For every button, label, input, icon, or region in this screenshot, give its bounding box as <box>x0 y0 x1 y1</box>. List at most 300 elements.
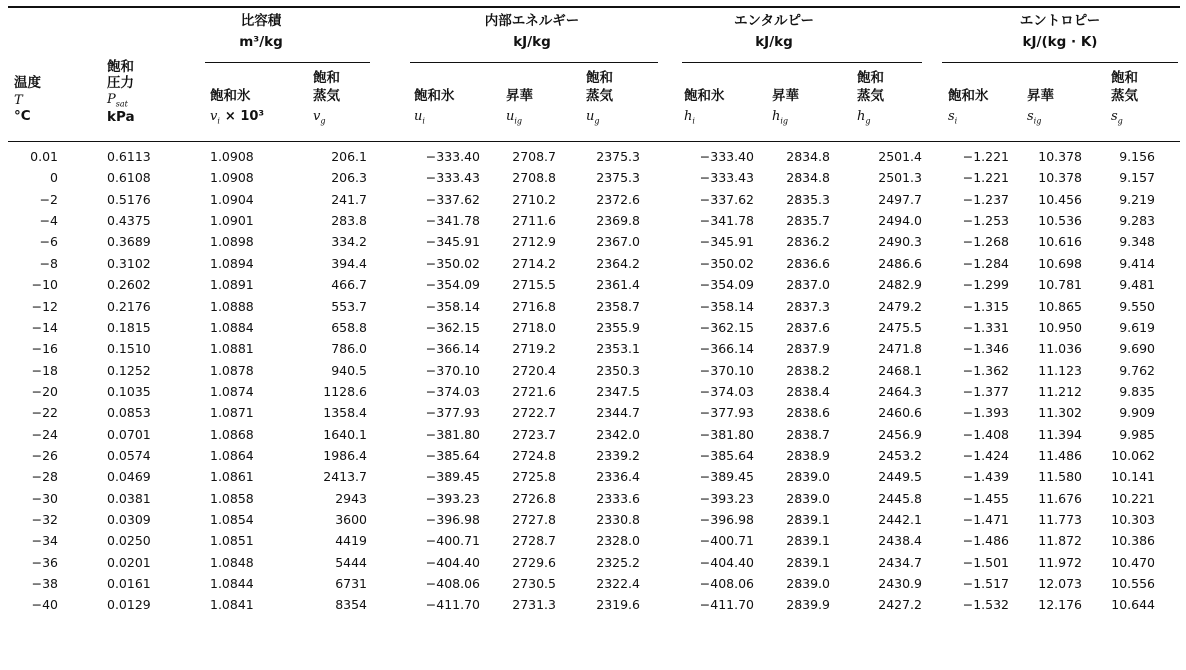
column-header-unit: kPa <box>107 109 135 125</box>
table-cell: 2943 <box>335 490 367 506</box>
table-cell: −28 <box>31 469 58 485</box>
table-cell: 1.0851 <box>210 533 254 549</box>
table-cell: 2839.1 <box>786 554 830 570</box>
table-cell: 10.698 <box>1038 255 1082 271</box>
column-header-subscript: ig <box>514 116 523 126</box>
table-cell: −20 <box>31 383 58 399</box>
table-cell: 0.01 <box>30 149 58 164</box>
column-header-symbol: $u_i$ <box>414 109 425 126</box>
table-cell: 2342.0 <box>596 426 640 442</box>
table-cell: 2839.1 <box>786 533 830 549</box>
table-cell: 2336.4 <box>596 469 640 485</box>
table-cell: 2839.0 <box>786 490 830 506</box>
column-header-label: 蒸気 <box>1111 88 1138 104</box>
table-cell: 241.7 <box>331 191 367 207</box>
table-cell: 9.481 <box>1119 277 1155 293</box>
table-cell: 1.0908 <box>210 149 254 164</box>
table-cell: 2375.3 <box>596 170 640 186</box>
column-header-subscript: g <box>320 116 326 126</box>
table-cell: 10.865 <box>1038 298 1082 314</box>
table-cell: 2471.8 <box>878 341 922 357</box>
column-header-subscript: i <box>217 116 220 126</box>
table-cell: 0.0574 <box>107 447 151 463</box>
table-cell: 2838.4 <box>786 383 830 399</box>
table-cell: 2731.3 <box>512 597 556 613</box>
column-header-subscript: i <box>422 116 425 126</box>
column-header-label: 飽和氷 <box>948 88 989 104</box>
table-cell: −345.91 <box>425 234 480 250</box>
table-cell: 2413.7 <box>323 469 367 485</box>
table-cell: 1.0871 <box>210 405 254 421</box>
table-cell: 0.0853 <box>107 405 151 421</box>
table-cell: 6731 <box>335 576 367 591</box>
table-cell: 2468.1 <box>878 362 922 378</box>
table-cell: −1.393 <box>962 405 1009 421</box>
table-cell: 334.2 <box>331 234 367 250</box>
group-header-unit: kJ/kg <box>513 34 551 50</box>
table-cell: −24 <box>31 426 58 442</box>
column-header-multiplier: × 10³ <box>224 109 265 124</box>
table-cell: 3600 <box>335 512 367 527</box>
table-cell: −377.93 <box>699 405 754 421</box>
table-cell: 1986.4 <box>323 447 367 463</box>
group-underline-enthalpy <box>682 62 922 63</box>
column-header-label: 蒸気 <box>313 88 340 104</box>
table-cell: 11.036 <box>1038 341 1082 357</box>
table-cell: 2728.7 <box>512 533 556 549</box>
table-cell: 2501.4 <box>878 149 922 164</box>
table-cell: 658.8 <box>331 319 367 335</box>
table-cell: 2839.1 <box>786 512 830 527</box>
table-cell: −393.23 <box>699 490 754 506</box>
table-cell: 2708.8 <box>512 170 556 186</box>
table-cell: 0.0250 <box>107 533 151 549</box>
group-underline-entropy <box>942 62 1178 63</box>
table-cell: 1.0904 <box>210 191 254 207</box>
table-cell: −14 <box>31 319 58 335</box>
table-cell: −6 <box>39 234 58 250</box>
table-cell: 0 <box>50 170 58 186</box>
table-cell: −341.78 <box>699 213 754 229</box>
table-cell: −370.10 <box>425 362 480 378</box>
column-header-symbol: $v_i \times 10^3$ <box>210 109 265 126</box>
table-cell: 10.221 <box>1111 490 1155 506</box>
table-cell: −366.14 <box>699 341 754 357</box>
table-cell: −1.501 <box>962 554 1009 570</box>
table-cell: 1.0908 <box>210 170 254 186</box>
table-cell: −389.45 <box>425 469 480 485</box>
table-cell: 10.303 <box>1111 512 1155 527</box>
table-cell: 2330.8 <box>596 512 640 527</box>
table-cell: 2708.7 <box>512 149 556 164</box>
group-header-title: エンタルピー <box>734 13 814 29</box>
table-cell: 12.073 <box>1038 576 1082 591</box>
table-cell: 2837.0 <box>786 277 830 293</box>
table-cell: 9.414 <box>1119 255 1155 271</box>
table-cell: 2839.0 <box>786 576 830 591</box>
table-cell: 2475.5 <box>878 319 922 335</box>
table-cell: 10.062 <box>1111 447 1155 463</box>
table-cell: 11.676 <box>1038 490 1082 506</box>
table-cell: 2361.4 <box>596 277 640 293</box>
table-cell: −381.80 <box>425 426 480 442</box>
table-cell: 2319.6 <box>596 597 640 613</box>
table-cell: 2438.4 <box>878 533 922 549</box>
table-cell: −400.71 <box>425 533 480 549</box>
table-cell: 1.0854 <box>210 512 254 527</box>
table-cell: −30 <box>31 490 58 506</box>
table-cell: −354.09 <box>699 277 754 293</box>
table-cell: 0.1510 <box>107 341 151 357</box>
table-cell: 2347.5 <box>596 383 640 399</box>
table-cell: 1.0898 <box>210 234 254 250</box>
table-cell: 2726.8 <box>512 490 556 506</box>
table-cell: 1.0868 <box>210 426 254 442</box>
column-header-label: 昇華 <box>506 88 533 104</box>
column-header-subscript: ig <box>1033 116 1042 126</box>
table-cell: −370.10 <box>699 362 754 378</box>
table-cell: 394.4 <box>331 255 367 271</box>
table-cell: 9.619 <box>1119 319 1155 335</box>
table-cell: 2353.1 <box>596 341 640 357</box>
table-cell: 1.0884 <box>210 319 254 335</box>
table-cell: 2710.2 <box>512 191 556 207</box>
table-cell: 1.0901 <box>210 213 254 229</box>
table-cell: −1.237 <box>962 191 1009 207</box>
table-cell: 2367.0 <box>596 234 640 250</box>
group-header-title: 比容積 <box>240 13 282 29</box>
table-cell: −400.71 <box>699 533 754 549</box>
table-cell: 0.0381 <box>107 490 151 506</box>
table-cell: 2434.7 <box>878 554 922 570</box>
column-header-symbol: $u_{ig}$ <box>506 109 523 126</box>
table-cell: 2350.3 <box>596 362 640 378</box>
table-cell: −2 <box>39 191 58 207</box>
table-cell: 8354 <box>335 597 367 613</box>
table-cell: 2839.0 <box>786 469 830 485</box>
table-cell: 2834.8 <box>786 170 830 186</box>
group-header-title: エントロピー <box>1019 13 1101 29</box>
table-cell: −1.362 <box>962 362 1009 378</box>
table-cell: 9.348 <box>1119 234 1155 250</box>
table-cell: −408.06 <box>699 576 754 591</box>
table-cell: 11.972 <box>1038 554 1082 570</box>
table-cell: −26 <box>31 447 58 463</box>
table-cell: 11.580 <box>1038 469 1082 485</box>
table-cell: −1.486 <box>962 533 1009 549</box>
column-header-symbol: T <box>14 93 23 108</box>
table-cell: −374.03 <box>425 383 480 399</box>
column-header-subscript: ig <box>780 116 789 126</box>
table-cell: 1.0874 <box>210 383 254 399</box>
table-cell: 2722.7 <box>512 405 556 421</box>
table-cell: −1.532 <box>962 597 1009 613</box>
table-cell: −396.98 <box>425 512 480 527</box>
table-cell: −333.40 <box>699 149 754 164</box>
column-header-unit: °C <box>14 108 31 124</box>
table-cell: −1.299 <box>962 277 1009 293</box>
table-cell: 11.773 <box>1038 512 1082 527</box>
table-cell: 0.0201 <box>107 554 151 570</box>
table-cell: 9.157 <box>1119 170 1155 186</box>
group-header-unit: m³/kg <box>239 34 283 50</box>
table-cell: 0.3689 <box>107 234 151 250</box>
table-cell: 2358.7 <box>596 298 640 314</box>
table-cell: 5444 <box>335 554 367 570</box>
table-cell: −1.517 <box>962 576 1009 591</box>
group-header-unit: kJ/(kg · K) <box>1022 34 1098 50</box>
table-cell: 2725.8 <box>512 469 556 485</box>
table-cell: −350.02 <box>699 255 754 271</box>
table-cell: 0.2176 <box>107 298 151 314</box>
table-cell: 9.550 <box>1119 298 1155 314</box>
column-header-subscript: g <box>865 116 871 126</box>
table-cell: 1.0848 <box>210 554 254 570</box>
group-header-unit: kJ/kg <box>755 34 793 50</box>
table-cell: −1.253 <box>962 213 1009 229</box>
table-cell: 0.0469 <box>107 469 151 485</box>
table-cell: 2711.6 <box>512 213 556 229</box>
table-cell: 2838.6 <box>786 405 830 421</box>
table-cell: −22 <box>31 405 58 421</box>
table-cell: 2430.9 <box>878 576 922 591</box>
table-cell: 2723.7 <box>512 426 556 442</box>
table-cell: −385.64 <box>699 447 754 463</box>
table-cell: −404.40 <box>699 554 754 570</box>
table-cell: 2372.6 <box>596 191 640 207</box>
column-header-symbol: $h_i$ <box>684 109 695 126</box>
table-cell: 2837.3 <box>786 298 830 314</box>
table-cell: −362.15 <box>425 319 480 335</box>
column-header-label: 昇華 <box>772 88 799 104</box>
table-cell: 2328.0 <box>596 533 640 549</box>
table-cell: 12.176 <box>1038 597 1082 613</box>
table-cell: 10.556 <box>1111 576 1155 591</box>
table-cell: 2445.8 <box>878 490 922 506</box>
column-header-symbol: $v_g$ <box>313 109 326 126</box>
table-cell: 2497.7 <box>878 191 922 207</box>
top-rule <box>8 6 1180 8</box>
table-cell: 0.3102 <box>107 255 151 271</box>
table-cell: 206.3 <box>331 170 367 186</box>
column-header-label: 飽和 <box>586 70 613 86</box>
table-cell: 2442.1 <box>878 512 922 527</box>
table-cell: −411.70 <box>425 597 480 613</box>
table-cell: −333.40 <box>425 149 480 164</box>
table-cell: 10.378 <box>1038 170 1082 186</box>
table-cell: −389.45 <box>699 469 754 485</box>
table-cell: 2837.9 <box>786 341 830 357</box>
table-cell: 2494.0 <box>878 213 922 229</box>
table-cell: 1128.6 <box>323 383 367 399</box>
table-cell: 0.1252 <box>107 362 151 378</box>
column-header-symbol: $h_g$ <box>857 109 871 126</box>
table-cell: 2838.9 <box>786 447 830 463</box>
table-cell: 1.0841 <box>210 597 254 613</box>
table-cell: −345.91 <box>699 234 754 250</box>
table-cell: 283.8 <box>331 213 367 229</box>
table-cell: 1.0881 <box>210 341 254 357</box>
table-cell: 553.7 <box>331 298 367 314</box>
table-cell: 11.212 <box>1038 383 1082 399</box>
table-cell: 9.985 <box>1119 426 1155 442</box>
table-cell: −333.43 <box>699 170 754 186</box>
column-header-label: 圧力 <box>107 75 134 91</box>
column-header-symbol: $u_g$ <box>586 109 600 126</box>
table-cell: 2727.8 <box>512 512 556 527</box>
table-cell: 0.0129 <box>107 597 151 613</box>
table-cell: 2712.9 <box>512 234 556 250</box>
column-header-subscript: i <box>692 116 695 126</box>
table-cell: 940.5 <box>331 362 367 378</box>
table-cell: −333.43 <box>425 170 480 186</box>
table-cell: 2460.6 <box>878 405 922 421</box>
table-cell: −32 <box>31 512 58 527</box>
table-cell: −34 <box>31 533 58 549</box>
table-cell: 0.2602 <box>107 277 151 293</box>
table-cell: −1.455 <box>962 490 1009 506</box>
table-cell: 9.156 <box>1119 149 1155 164</box>
table-cell: 2730.5 <box>512 576 556 591</box>
table-cell: 9.690 <box>1119 341 1155 357</box>
table-cell: −1.424 <box>962 447 1009 463</box>
table-cell: 11.394 <box>1038 426 1082 442</box>
table-cell: 11.302 <box>1038 405 1082 421</box>
table-cell: 1.0878 <box>210 362 254 378</box>
column-header-symbol: $s_{ig}$ <box>1027 109 1042 126</box>
table-cell: 2325.2 <box>596 554 640 570</box>
column-header-label: 蒸気 <box>857 88 884 104</box>
table-cell: 10.386 <box>1111 533 1155 549</box>
column-header-symbol: $s_g$ <box>1111 109 1123 126</box>
table-cell: −1.221 <box>962 170 1009 186</box>
table-cell: −1.377 <box>962 383 1009 399</box>
table-cell: 9.283 <box>1119 213 1155 229</box>
column-header-label: 温度 <box>14 75 41 91</box>
table-cell: 2490.3 <box>878 234 922 250</box>
column-header-symbol: $s_i$ <box>948 109 958 126</box>
table-cell: −362.15 <box>699 319 754 335</box>
table-cell: 2479.2 <box>878 298 922 314</box>
table-cell: 9.762 <box>1119 362 1155 378</box>
table-cell: −393.23 <box>425 490 480 506</box>
table-cell: −16 <box>31 341 58 357</box>
table-cell: −358.14 <box>699 298 754 314</box>
column-header-label: 昇華 <box>1027 88 1054 104</box>
table-cell: 1.0888 <box>210 298 254 314</box>
table-cell: 2344.7 <box>596 405 640 421</box>
table-cell: −1.331 <box>962 319 1009 335</box>
table-cell: 1.0891 <box>210 277 254 293</box>
table-cell: 1.0864 <box>210 447 254 463</box>
column-header-label: 飽和氷 <box>414 88 455 104</box>
table-cell: 1.0861 <box>210 469 254 485</box>
table-cell: −354.09 <box>425 277 480 293</box>
table-cell: 10.644 <box>1111 597 1155 613</box>
table-cell: 2355.9 <box>596 319 640 335</box>
header-bottom-rule <box>8 141 1180 142</box>
table-cell: 0.5176 <box>107 191 151 207</box>
group-header-title: 内部エネルギー <box>484 13 580 29</box>
table-cell: 2834.8 <box>786 149 830 164</box>
table-cell: −350.02 <box>425 255 480 271</box>
table-cell: 0.6113 <box>107 149 151 164</box>
table-cell: 0.0161 <box>107 576 151 591</box>
table-cell: 2322.4 <box>596 576 640 591</box>
table-cell: 2838.2 <box>786 362 830 378</box>
table-cell: 2720.4 <box>512 362 556 378</box>
table-cell: −1.221 <box>962 149 1009 164</box>
table-cell: 2835.7 <box>786 213 830 229</box>
table-cell: 9.909 <box>1119 405 1155 421</box>
table-cell: −408.06 <box>425 576 480 591</box>
table-cell: 2453.2 <box>878 447 922 463</box>
table-cell: −374.03 <box>699 383 754 399</box>
table-cell: −411.70 <box>699 597 754 613</box>
table-cell: −385.64 <box>425 447 480 463</box>
column-header-label: 蒸気 <box>586 88 613 104</box>
table-cell: 2724.8 <box>512 447 556 463</box>
table-cell: −18 <box>31 362 58 378</box>
table-cell: 2716.8 <box>512 298 556 314</box>
group-underline-internal-energy <box>410 62 658 63</box>
table-cell: 11.123 <box>1038 362 1082 378</box>
table-cell: −341.78 <box>425 213 480 229</box>
table-cell: 10.141 <box>1111 469 1155 485</box>
table-cell: 1.0894 <box>210 255 254 271</box>
table-cell: −36 <box>31 554 58 570</box>
table-cell: 10.536 <box>1038 213 1082 229</box>
table-cell: 10.456 <box>1038 191 1082 207</box>
table-cell: 0.1035 <box>107 383 151 399</box>
table-cell: −381.80 <box>699 426 754 442</box>
table-cell: −40 <box>31 597 58 613</box>
table-cell: 2837.6 <box>786 319 830 335</box>
table-cell: −396.98 <box>699 512 754 527</box>
table-cell: 2836.6 <box>786 255 830 271</box>
table-cell: 2364.2 <box>596 255 640 271</box>
table-cell: 2721.6 <box>512 383 556 399</box>
table-cell: −1.471 <box>962 512 1009 527</box>
table-cell: −10 <box>31 277 58 293</box>
table-cell: −404.40 <box>425 554 480 570</box>
table-cell: 786.0 <box>331 341 367 357</box>
table-cell: −337.62 <box>699 191 754 207</box>
table-cell: 10.378 <box>1038 149 1082 164</box>
table-cell: 2839.9 <box>786 597 830 613</box>
table-cell: 2718.0 <box>512 319 556 335</box>
table-cell: 9.219 <box>1119 191 1155 207</box>
table-cell: 2729.6 <box>512 554 556 570</box>
column-header-subscript: i <box>954 116 958 126</box>
table-cell: −358.14 <box>425 298 480 314</box>
table-cell: 2501.3 <box>878 170 922 186</box>
table-cell: 1.0858 <box>210 490 254 506</box>
table-cell: −337.62 <box>425 191 480 207</box>
table-cell: −12 <box>31 298 58 314</box>
column-header-label: 飽和 <box>107 59 134 75</box>
table-cell: 0.4375 <box>107 213 151 229</box>
table-cell: 2835.3 <box>786 191 830 207</box>
column-header-symbol: $h_{ig}$ <box>772 109 789 126</box>
column-header-label: 飽和 <box>313 70 340 86</box>
column-header-subscript: sat <box>115 99 128 109</box>
table-cell: 0.0309 <box>107 512 151 527</box>
table-cell: −8 <box>39 255 58 271</box>
table-cell: −1.439 <box>962 469 1009 485</box>
table-cell: 9.835 <box>1119 383 1155 399</box>
table-cell: −377.93 <box>425 405 480 421</box>
